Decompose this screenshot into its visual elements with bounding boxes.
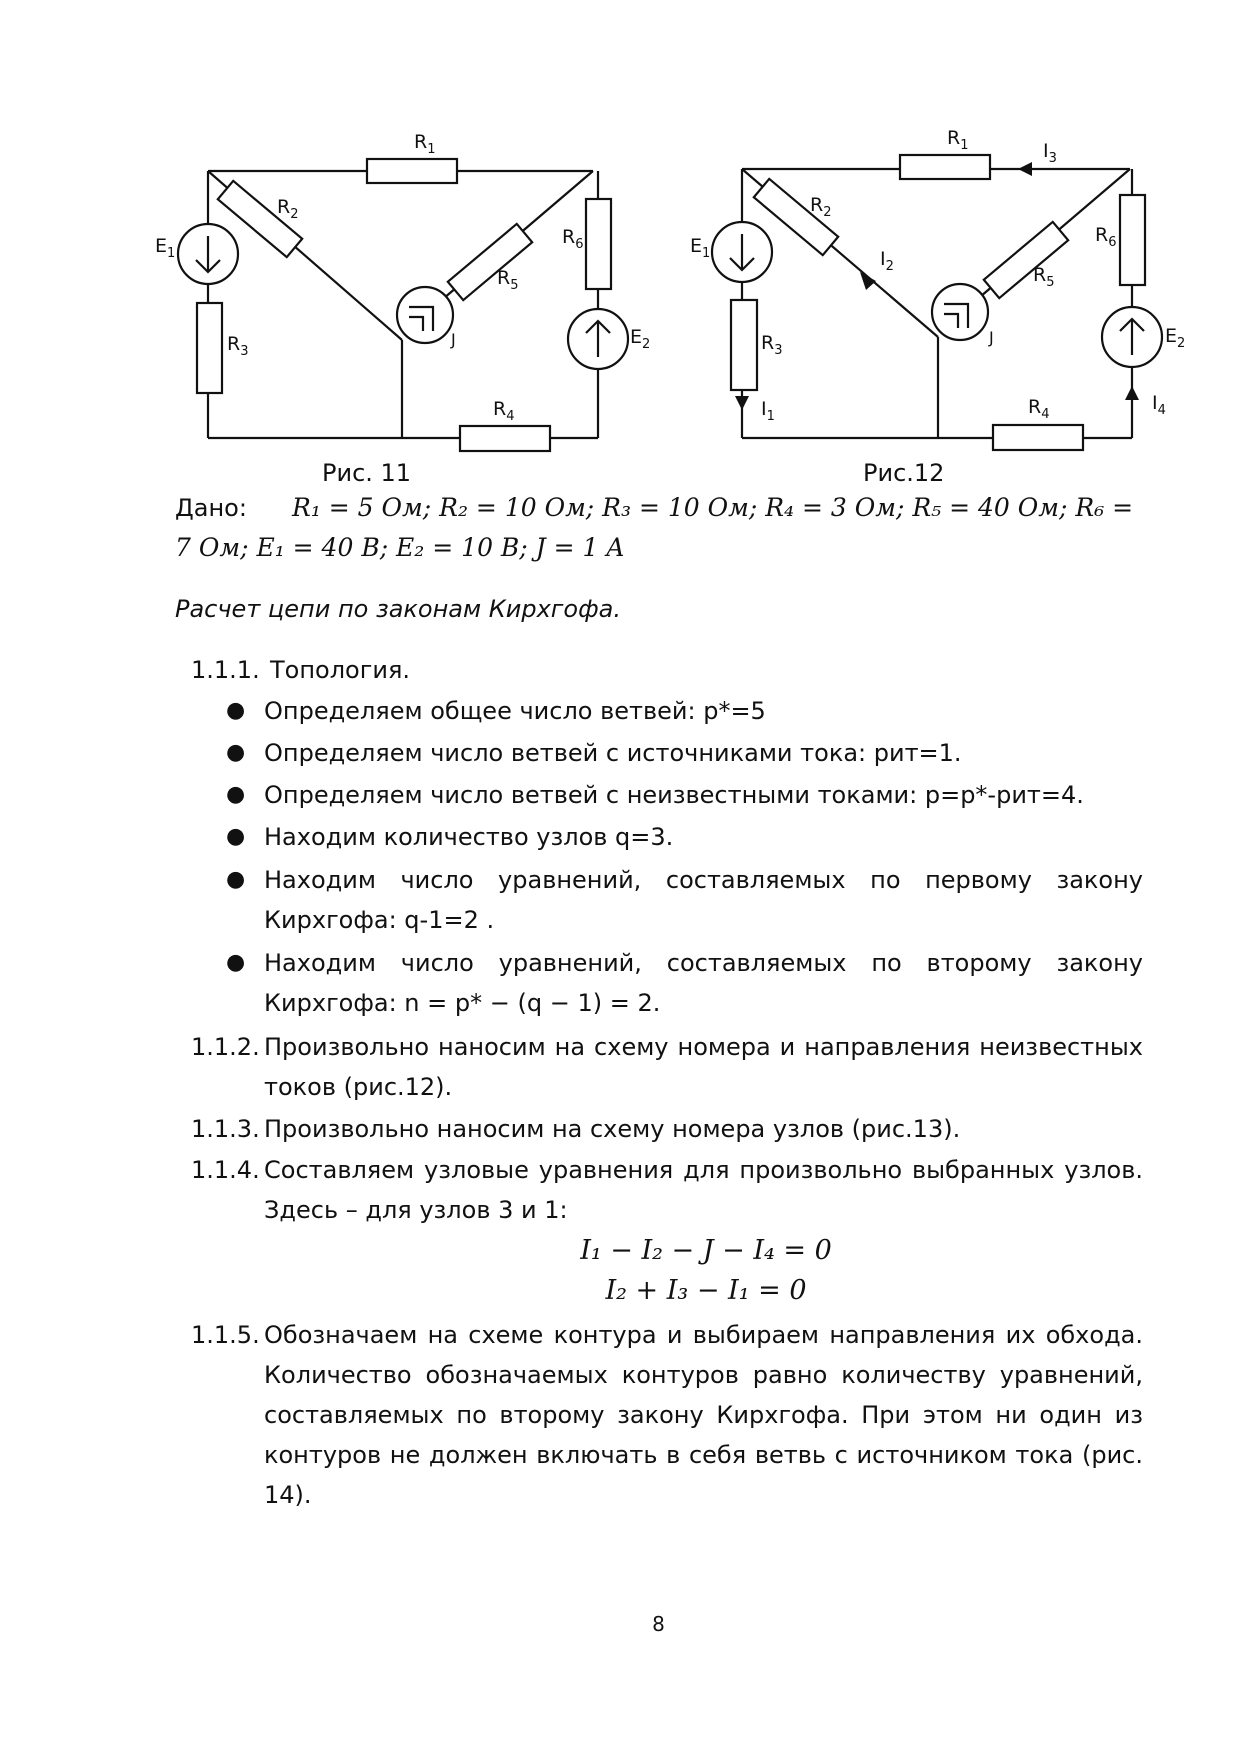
fig12-label-r2: $R_2$ (810, 194, 832, 220)
fig12-label-e2: $E_2$ (1165, 325, 1186, 351)
fig11-resistor-r5 (448, 224, 532, 300)
fig12-arrow-i2 (860, 272, 876, 290)
figure-12-caption: Рис.12 (863, 459, 945, 487)
fig11-current-source-j (397, 287, 453, 343)
bullet-icon: ● (226, 950, 246, 975)
page-number: 8 (652, 1612, 665, 1636)
bullet-icon: ● (226, 698, 246, 723)
section-number-1-1-3: 1.1.3. (191, 1115, 260, 1143)
fig12-resistor-r4 (993, 425, 1083, 450)
fig12-label-i2: $I_2$ (880, 248, 894, 274)
fig11-label-r1: $R_1$ (414, 131, 436, 157)
bullet-item-branches: Определяем общее число ветвей: p*=5 (264, 697, 766, 725)
fig11-label-r5: $R_5$ (497, 267, 519, 293)
section-number-1-1-2: 1.1.2. (191, 1033, 260, 1061)
fig12-label-i1: $I_1$ (761, 398, 775, 424)
given-line-2: 7 Ом; E₁ = 40 В; E₂ = 10 В; J = 1 A (175, 533, 625, 562)
fig12-label-r4: $R_4$ (1028, 396, 1050, 422)
fig12-label-r1: $R_1$ (947, 127, 969, 153)
section-number-1-1-1: 1.1.1. (191, 656, 260, 684)
fig12-current-source-j (932, 284, 988, 340)
section-text-1-1-2: Произвольно наносим на схему номера и направления неизвестных токов (рис.12). (264, 1033, 1143, 1101)
fig12-label-r3: $R_3$ (761, 332, 783, 358)
fig12-resistor-r6 (1120, 195, 1145, 285)
fig11-resistor-r6 (586, 199, 611, 289)
fig11-label-r3: $R_3$ (227, 333, 249, 359)
fig11-resistor-r4 (460, 426, 550, 451)
equation-node-3: I₁ − I₂ − J − I₄ = 0 (580, 1235, 832, 1266)
bullet-icon: ● (226, 867, 246, 892)
bullet-icon: ● (226, 782, 246, 807)
fig11-label-e1: $E_1$ (155, 235, 176, 261)
section-text-1-1-1: Топология. (270, 656, 411, 684)
section-text-1-1-5: Обозначаем на схеме контура и выбираем направления их обхода. Количество обозначаемых контуров равно количеству уравнений, составляемых по второму закону Кирхгофа. При этом ни один из контуров не должен включать в себя ветвь с источником тока (рис. 14). (264, 1321, 1143, 1509)
fig12-label-i4: $I_4$ (1152, 392, 1166, 418)
fig11-label-j: J (451, 330, 456, 349)
fig12-label-r6: $R_6$ (1095, 224, 1117, 250)
fig11-label-e2: $E_2$ (630, 326, 651, 352)
fig12-arrow-i1 (735, 396, 749, 410)
fig12-resistor-r1 (900, 155, 990, 179)
fig12-label-e1: $E_1$ (690, 235, 711, 261)
figure-11-caption: Рис. 11 (322, 459, 412, 487)
section-number-1-1-4: 1.1.4. (191, 1156, 260, 1184)
bullet-item-second-law: Находим число уравнений, составляемых по второму закону Кирхгофа: n = p* − (q − 1) = 2. (264, 949, 1143, 1017)
fig12-arrow-i4 (1125, 386, 1139, 400)
fig11-source-e2 (568, 309, 628, 369)
fig12-label-r5: $R_5$ (1033, 264, 1055, 290)
fig12-source-e1 (712, 222, 772, 282)
bullet-item-nodes: Находим количество узлов q=3. (264, 823, 674, 851)
equation-node-1: I₂ + I₃ − I₁ = 0 (605, 1275, 807, 1306)
fig11-label-r4: $R_4$ (493, 398, 515, 424)
section-text-1-1-3: Произвольно наносим на схему номера узлов (рис.13). (264, 1115, 961, 1143)
bullet-icon: ● (226, 824, 246, 849)
section-number-1-1-5: 1.1.5. (191, 1321, 260, 1349)
fig12-resistor-r5 (984, 222, 1068, 298)
fig11-source-e1 (178, 224, 238, 284)
bullet-item-current-sources: Определяем число ветвей с источниками тока: pит=1. (264, 739, 962, 767)
bullet-item-unknown-currents: Определяем число ветвей с неизвестными токами: p=p*-pит=4. (264, 781, 1084, 809)
fig11-label-r2: $R_2$ (277, 196, 299, 222)
fig12-label-j: J (989, 328, 994, 347)
circuit-figure-11 (0, 0, 1241, 487)
section-heading: Расчет цепи по законам Кирхгофа. (175, 595, 621, 623)
bullet-icon: ● (226, 740, 246, 765)
given-line-1: R₁ = 5 Ом; R₂ = 10 Ом; R₃ = 10 Ом; R₄ = 3 Ом; R₅ = 40 Ом; R₆ = (292, 493, 1134, 522)
fig12-label-i3: $I_3$ (1043, 140, 1057, 166)
fig11-resistor-r1 (367, 159, 457, 183)
fig12-source-e2 (1102, 307, 1162, 367)
section-text-1-1-4: Составляем узловые уравнения для произвольно выбранных узлов. Здесь – для узлов 3 и 1: (264, 1156, 1143, 1224)
bullet-item-first-law: Находим число уравнений, составляемых по первому закону Кирхгофа: q-1=2 . (264, 866, 1143, 934)
fig12-arrow-i3 (1018, 162, 1032, 176)
fig11-resistor-r3 (197, 303, 222, 393)
fig12-resistor-r3 (731, 300, 757, 390)
fig11-label-r6: $R_6$ (562, 226, 584, 252)
given-label: Дано: (175, 494, 247, 522)
